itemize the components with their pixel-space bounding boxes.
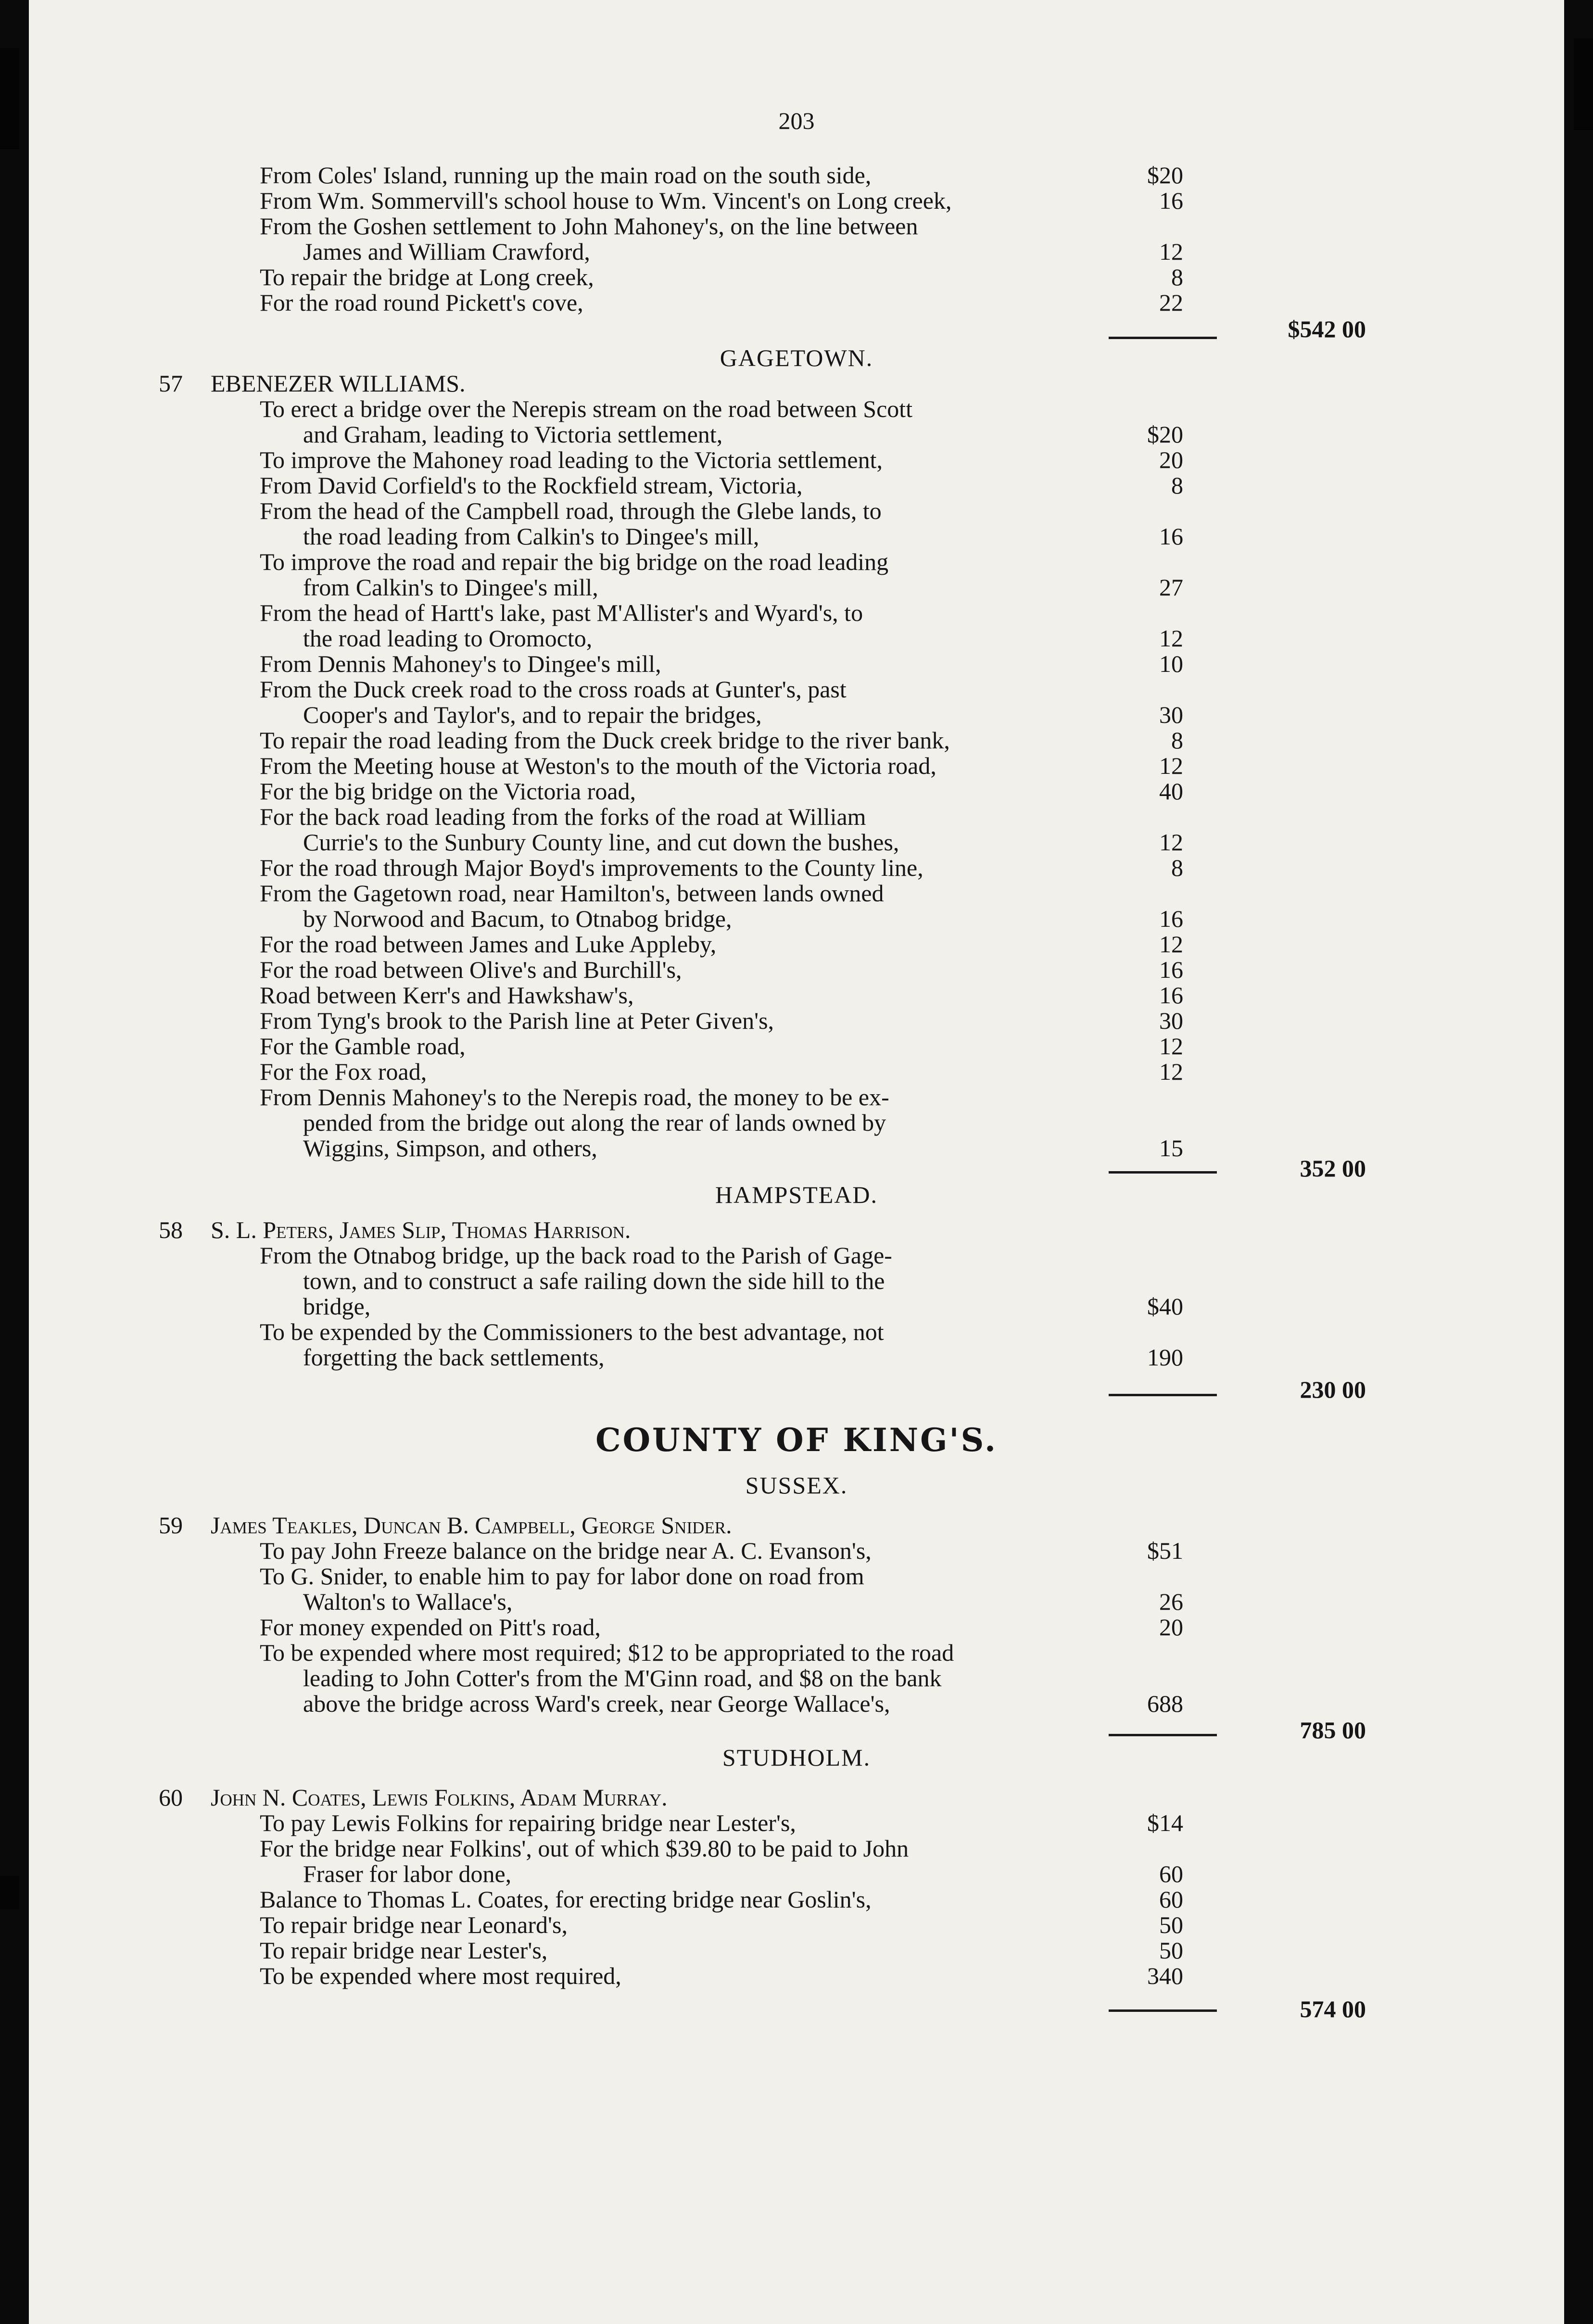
document-page <box>29 0 1564 2324</box>
line-item-text: Wiggins, Simpson, and others, <box>303 1135 597 1162</box>
line-item-amount: $14 <box>1147 1809 1183 1836</box>
line-item-text: Walton's to Wallace's, <box>303 1588 513 1615</box>
line-item-amount: 16 <box>1159 956 1183 983</box>
line-item-amount: 10 <box>1159 650 1183 677</box>
section-total: 230 00 <box>1300 1376 1366 1403</box>
line-item-amount: 22 <box>1159 289 1183 316</box>
line-item-text: Cooper's and Taylor's, and to repair the bridges, <box>303 701 762 728</box>
line-item-text: James and William Crawford, <box>303 238 590 265</box>
page-number: 203 <box>778 107 815 134</box>
line-item-text: Fraser for labor done, <box>303 1860 512 1887</box>
line-item-amount: 60 <box>1159 1860 1183 1887</box>
line-item-text: For the big bridge on the Victoria road, <box>260 778 636 805</box>
line-item-amount: 15 <box>1159 1135 1183 1162</box>
line-item-text: For the back road leading from the forks of the road at William <box>260 803 866 830</box>
line-item-amount: 12 <box>1159 625 1183 652</box>
line-item-text: For the road between Olive's and Burchill's, <box>260 956 682 983</box>
line-item-text: To be expended where most required, <box>260 1962 621 1989</box>
hampstead-section <box>29 1182 1564 1370</box>
line-item-amount: 8 <box>1171 472 1183 499</box>
subtotal-rule <box>1109 337 1217 339</box>
line-item-text: To repair the road leading from the Duck creek bridge to the river bank, <box>260 727 950 754</box>
line-item-amount: 8 <box>1171 854 1183 881</box>
subtotal-rule <box>1109 2009 1217 2012</box>
line-item-text: From the Otnabog bridge, up the back road to the Parish of Gage- <box>260 1242 892 1269</box>
subtotal-rule <box>1109 1394 1217 1396</box>
subtotal-rule <box>1109 1171 1217 1174</box>
line-item-amount: $20 <box>1147 162 1183 189</box>
section-total: 574 00 <box>1300 1996 1366 2022</box>
line-item-amount: 40 <box>1159 778 1183 805</box>
line-item-amount: 16 <box>1159 982 1183 1009</box>
line-item-text: For the road through Major Boyd's improvements to the County line, <box>260 854 923 881</box>
line-item-amount: 27 <box>1159 574 1183 601</box>
sussex-section <box>29 1473 1564 1717</box>
line-item-text: To pay John Freeze balance on the bridge near A. C. Evanson's, <box>260 1537 872 1564</box>
line-item-amount: 60 <box>1159 1886 1183 1913</box>
line-item-text: pended from the bridge out along the rear of lands owned by <box>303 1109 886 1136</box>
line-item-amount: 8 <box>1171 727 1183 754</box>
line-item-text: To pay Lewis Folkins for repairing bridge near Lester's, <box>260 1809 796 1836</box>
line-item-amount: 12 <box>1159 931 1183 958</box>
line-item-amount: 50 <box>1159 1911 1183 1938</box>
line-item-text: above the bridge across Ward's creek, near George Wallace's, <box>303 1690 890 1717</box>
line-item-amount: $51 <box>1147 1537 1183 1564</box>
entry-number: 59 <box>159 1512 183 1539</box>
line-item-amount: 12 <box>1159 829 1183 856</box>
line-item-amount: 688 <box>1147 1690 1183 1717</box>
commissioners: EBENEZER WILLIAMS. <box>211 370 466 397</box>
right-edge-mark <box>1574 38 1593 130</box>
line-item-text: by Norwood and Bacum, to Otnabog bridge, <box>303 905 732 932</box>
entry-number: 57 <box>159 370 183 397</box>
subtotal-rule <box>1109 1734 1217 1736</box>
line-item-text: To erect a bridge over the Nerepis stream on the road between Scott <box>260 395 913 422</box>
line-item-text: From the Meeting house at Weston's to the mouth of the Victoria road, <box>260 752 936 779</box>
line-item-amount: 16 <box>1159 523 1183 550</box>
line-item-amount: 12 <box>1159 238 1183 265</box>
line-item-text: bridge, <box>303 1293 371 1320</box>
line-item-text: For the Fox road, <box>260 1058 427 1085</box>
line-item-text: From Wm. Sommervill's school house to Wm. Vincent's on Long creek, <box>260 187 952 214</box>
line-item-text: To repair bridge near Leonard's, <box>260 1911 568 1938</box>
line-item-amount: 50 <box>1159 1937 1183 1964</box>
line-item-text: To improve the Mahoney road leading to the Victoria settlement, <box>260 446 883 473</box>
line-item-amount: 12 <box>1159 752 1183 779</box>
line-item-text: Road between Kerr's and Hawkshaw's, <box>260 982 634 1009</box>
line-item-amount: 12 <box>1159 1033 1183 1060</box>
top-section <box>29 163 1564 316</box>
line-item-text: For money expended on Pitt's road, <box>260 1614 601 1641</box>
line-item-amount: 340 <box>1147 1962 1183 1989</box>
county-heading: COUNTY OF KING'S. <box>595 1421 998 1459</box>
line-item-text: From the head of the Campbell road, through the Glebe lands, to <box>260 497 882 524</box>
line-item-text: the road leading from Calkin's to Dingee's mill, <box>303 523 759 550</box>
line-item-text: From Dennis Mahoney's to the Nerepis road, the money to be ex- <box>260 1084 889 1111</box>
parish-heading: HAMPSTEAD. <box>715 1181 878 1208</box>
line-item-amount: 16 <box>1159 905 1183 932</box>
line-item-text: For the bridge near Folkins', out of which $39.80 to be paid to John <box>260 1835 909 1862</box>
section-total: $542 00 <box>1288 316 1366 342</box>
line-item-text: the road leading to Oromocto, <box>303 625 593 652</box>
line-item-text: Currie's to the Sunbury County line, and cut down the bushes, <box>303 829 899 856</box>
line-item-text: From Coles' Island, running up the main road on the south side, <box>260 162 872 189</box>
commissioners: James Teakles, Duncan B. Campbell, George Snider. <box>211 1512 732 1539</box>
left-edge-mark <box>0 48 19 149</box>
left-edge-mark <box>0 1876 19 1909</box>
line-item-amount: $40 <box>1147 1293 1183 1320</box>
parish-heading: GAGETOWN. <box>720 344 873 371</box>
line-item-text: From the Duck creek road to the cross roads at Gunter's, past <box>260 676 847 703</box>
section-total: 785 00 <box>1300 1717 1366 1743</box>
line-item-text: leading to John Cotter's from the M'Ginn road, and $8 on the bank <box>303 1665 942 1692</box>
line-item-text: town, and to construct a safe railing down the side hill to the <box>303 1267 885 1294</box>
line-item-text: From David Corfield's to the Rockfield stream, Victoria, <box>260 472 803 499</box>
line-item-text: For the road round Pickett's cove, <box>260 289 583 316</box>
studholm-section <box>29 1745 1564 1989</box>
line-item-text: To be expended where most required; $12 to be appropriated to the road <box>260 1639 954 1666</box>
entry-number: 58 <box>159 1216 183 1243</box>
line-item-text: From the Gagetown road, near Hamilton's, between lands owned <box>260 880 884 907</box>
line-item-text: From Dennis Mahoney's to Dingee's mill, <box>260 650 661 677</box>
line-item-text: To be expended by the Commissioners to the best advantage, not <box>260 1318 884 1345</box>
line-item-amount: 16 <box>1159 187 1183 214</box>
commissioners: John N. Coates, Lewis Folkins, Adam Murray. <box>211 1784 668 1811</box>
commissioners: S. L. Peters, James Slip, Thomas Harrison. <box>211 1216 631 1243</box>
line-item-text: From Tyng's brook to the Parish line at Peter Given's, <box>260 1007 774 1034</box>
line-item-amount: 12 <box>1159 1058 1183 1085</box>
line-item-text: To G. Snider, to enable him to pay for labor done on road from <box>260 1563 864 1590</box>
line-item-text: From the head of Hartt's lake, past M'Allister's and Wyard's, to <box>260 599 863 626</box>
line-item-text: forgetting the back settlements, <box>303 1344 605 1371</box>
line-item-amount: 20 <box>1159 1614 1183 1641</box>
line-item-text: from Calkin's to Dingee's mill, <box>303 574 598 601</box>
parish-heading: STUDHOLM. <box>722 1744 871 1771</box>
gagetown-section <box>29 345 1564 1161</box>
line-item-text: From the Goshen settlement to John Mahoney's, on the line between <box>260 213 918 240</box>
line-item-amount: 30 <box>1159 1007 1183 1034</box>
line-item-text: For the Gamble road, <box>260 1033 466 1060</box>
entry-number: 60 <box>159 1784 183 1811</box>
line-item-text: To repair bridge near Lester's, <box>260 1937 548 1964</box>
line-item-text: To repair the bridge at Long creek, <box>260 264 594 290</box>
line-item-text: For the road between James and Luke Appleby, <box>260 931 717 958</box>
line-item-text: and Graham, leading to Victoria settlement, <box>303 421 723 448</box>
parish-heading: SUSSEX. <box>745 1472 848 1499</box>
line-item-amount: 20 <box>1159 446 1183 473</box>
section-total: 352 00 <box>1300 1155 1366 1182</box>
line-item-amount: 8 <box>1171 264 1183 290</box>
line-item-text: To improve the road and repair the big bridge on the road leading <box>260 548 889 575</box>
line-item-amount: 30 <box>1159 701 1183 728</box>
line-item-amount: $20 <box>1147 421 1183 448</box>
line-item-text: Balance to Thomas L. Coates, for erecting bridge near Goslin's, <box>260 1886 872 1913</box>
line-item-amount: 190 <box>1147 1344 1183 1371</box>
line-item-amount: 26 <box>1159 1588 1183 1615</box>
